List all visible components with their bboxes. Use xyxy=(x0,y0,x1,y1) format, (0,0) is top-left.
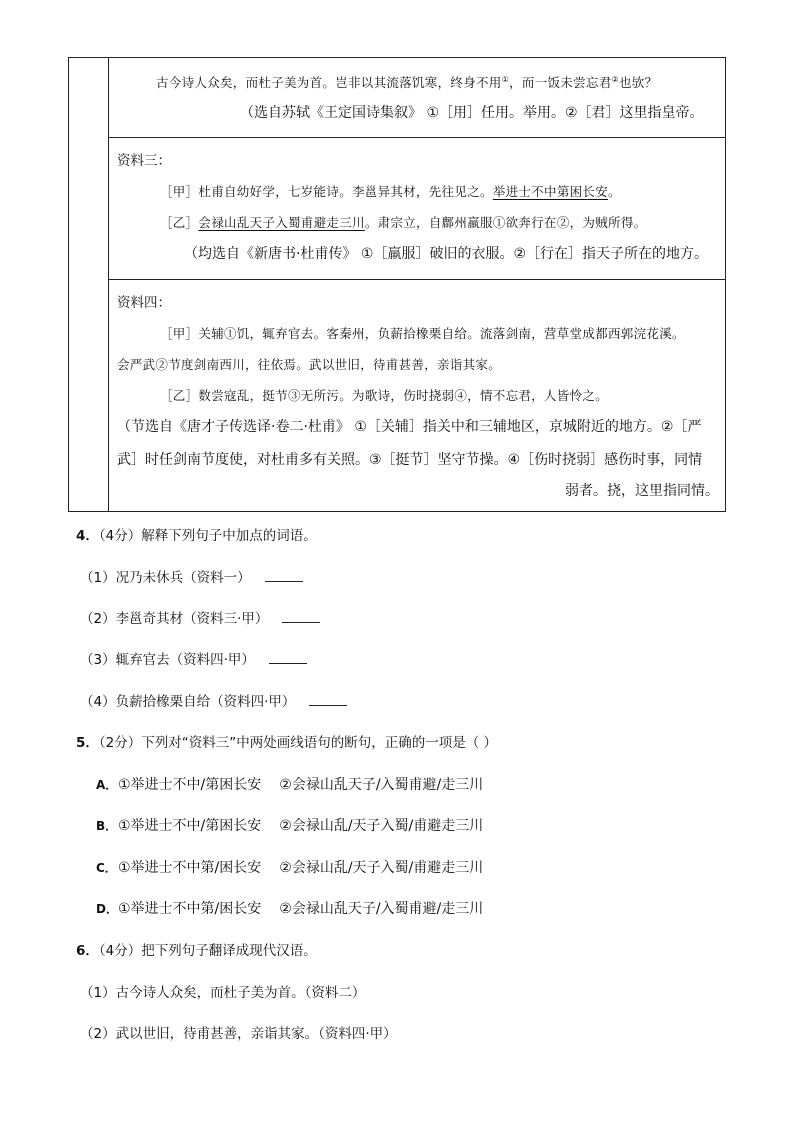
answer-blank[interactable] xyxy=(269,651,307,664)
answer-blank[interactable] xyxy=(282,610,320,623)
table-left-column xyxy=(69,58,109,511)
question-6-stem: 6．（4分）把下列句子翻译成现代汉语。 xyxy=(76,943,317,959)
material4-jia-line1: ［甲］关辅①饥，辄弃官去。客秦州，负薪拾橡栗自给。流落剑南，营草堂成都西郭浣花溪。 xyxy=(160,326,685,341)
material3-yi: ［乙］会禄山乱天子入蜀甫避走三川。肃宗立，自鄜州羸服①欲奔行在②，为贼所得。 xyxy=(160,215,647,230)
answer-blank[interactable] xyxy=(309,693,347,706)
material4-source-line2: 武］时任剑南节度使，对杜甫多有关照。③［挺节］坚守节操。④［伤时挠弱］感伤时事，同情 xyxy=(117,452,703,468)
material4-yi-line: ［乙］数尝寇乱，挺节③无所污。为歌诗，伤时挠弱④，情不忘君，人皆怜之。 xyxy=(160,388,609,403)
material4-source-line1: （节选自《唐才子传选译·卷二·杜甫》 ①［关辅］指关中和三辅地区，京城附近的地方。②［严 xyxy=(117,419,702,435)
option-c[interactable]: C．①举进士不中第/困长安 ②会禄山乱/天子入蜀/甫避走三川 xyxy=(96,860,484,876)
question-4-item-2: （2）李邕奇其材（资料三·甲） xyxy=(80,610,320,628)
material4-jia-line2: 会严武②节度剑南西川，往依焉。武以世旧，待甫甚善，亲诣其家。 xyxy=(117,357,502,372)
answer-blank[interactable] xyxy=(265,569,303,582)
material2-source: （选自苏轼《王定国诗集叙》 ①［用］任用。举用。②［君］这里指皇帝。 xyxy=(240,105,704,121)
material3-jia: ［甲］杜甫自幼好学，七岁能诗。李邕异其材，先往见之。举进士不中第困长安。 xyxy=(160,184,621,199)
question-5-stem: 5．（2分）下列对“资料三”中两处画线语句的断句，正确的一项是（ ） xyxy=(76,735,498,751)
question-6-item-2: （2）武以世旧，待甫甚善，亲诣其家。（资料四·甲） xyxy=(80,1026,397,1042)
underlined-sentence-2: 会禄山乱天子入蜀甫避走三川 xyxy=(198,215,365,230)
question-6-item-1: （1）古今诗人众矣，而杜子美为首。（资料二） xyxy=(80,985,366,1001)
material4-source-line3: 弱者。挠，这里指同情。 xyxy=(565,483,719,499)
question-4-item-1: （1）况乃未休兵（资料一） xyxy=(80,569,303,587)
underlined-sentence-1: 举进士不中第困长安 xyxy=(492,184,609,199)
material4-label: 资料四： xyxy=(117,295,171,311)
row-divider xyxy=(109,137,725,138)
question-4-item-4: （4）负薪拾橡栗自给（资料四·甲） xyxy=(80,693,347,711)
material3-label: 资料三： xyxy=(117,153,171,169)
option-d[interactable]: D．①举进士不中第/困长安 ②会禄山乱天子/入蜀甫避/走三川 xyxy=(96,901,484,917)
material3-source: （均选自《新唐书·杜甫传》 ①［羸服］破旧的衣服。②［行在］指天子所在的地方。 xyxy=(184,246,708,262)
row-divider xyxy=(109,279,725,280)
question-4-item-3: （3）辄弃官去（资料四·甲） xyxy=(80,651,307,669)
materials-table xyxy=(68,57,726,512)
option-b[interactable]: B．①举进士不中/第困长安 ②会禄山乱/天子入蜀/甫避走三川 xyxy=(96,818,484,834)
question-4-stem: 4．（4分）解释下列句子中加点的词语。 xyxy=(76,528,317,544)
option-a[interactable]: A．①举进士不中/第困长安 ②会禄山乱天子/入蜀甫避/走三川 xyxy=(96,777,484,793)
material2-text: 古今诗人众矣，而杜子美为首。岂非以其流落饥寒，终身不用①，而一饭未尝忘君②也欤？ xyxy=(156,75,658,91)
